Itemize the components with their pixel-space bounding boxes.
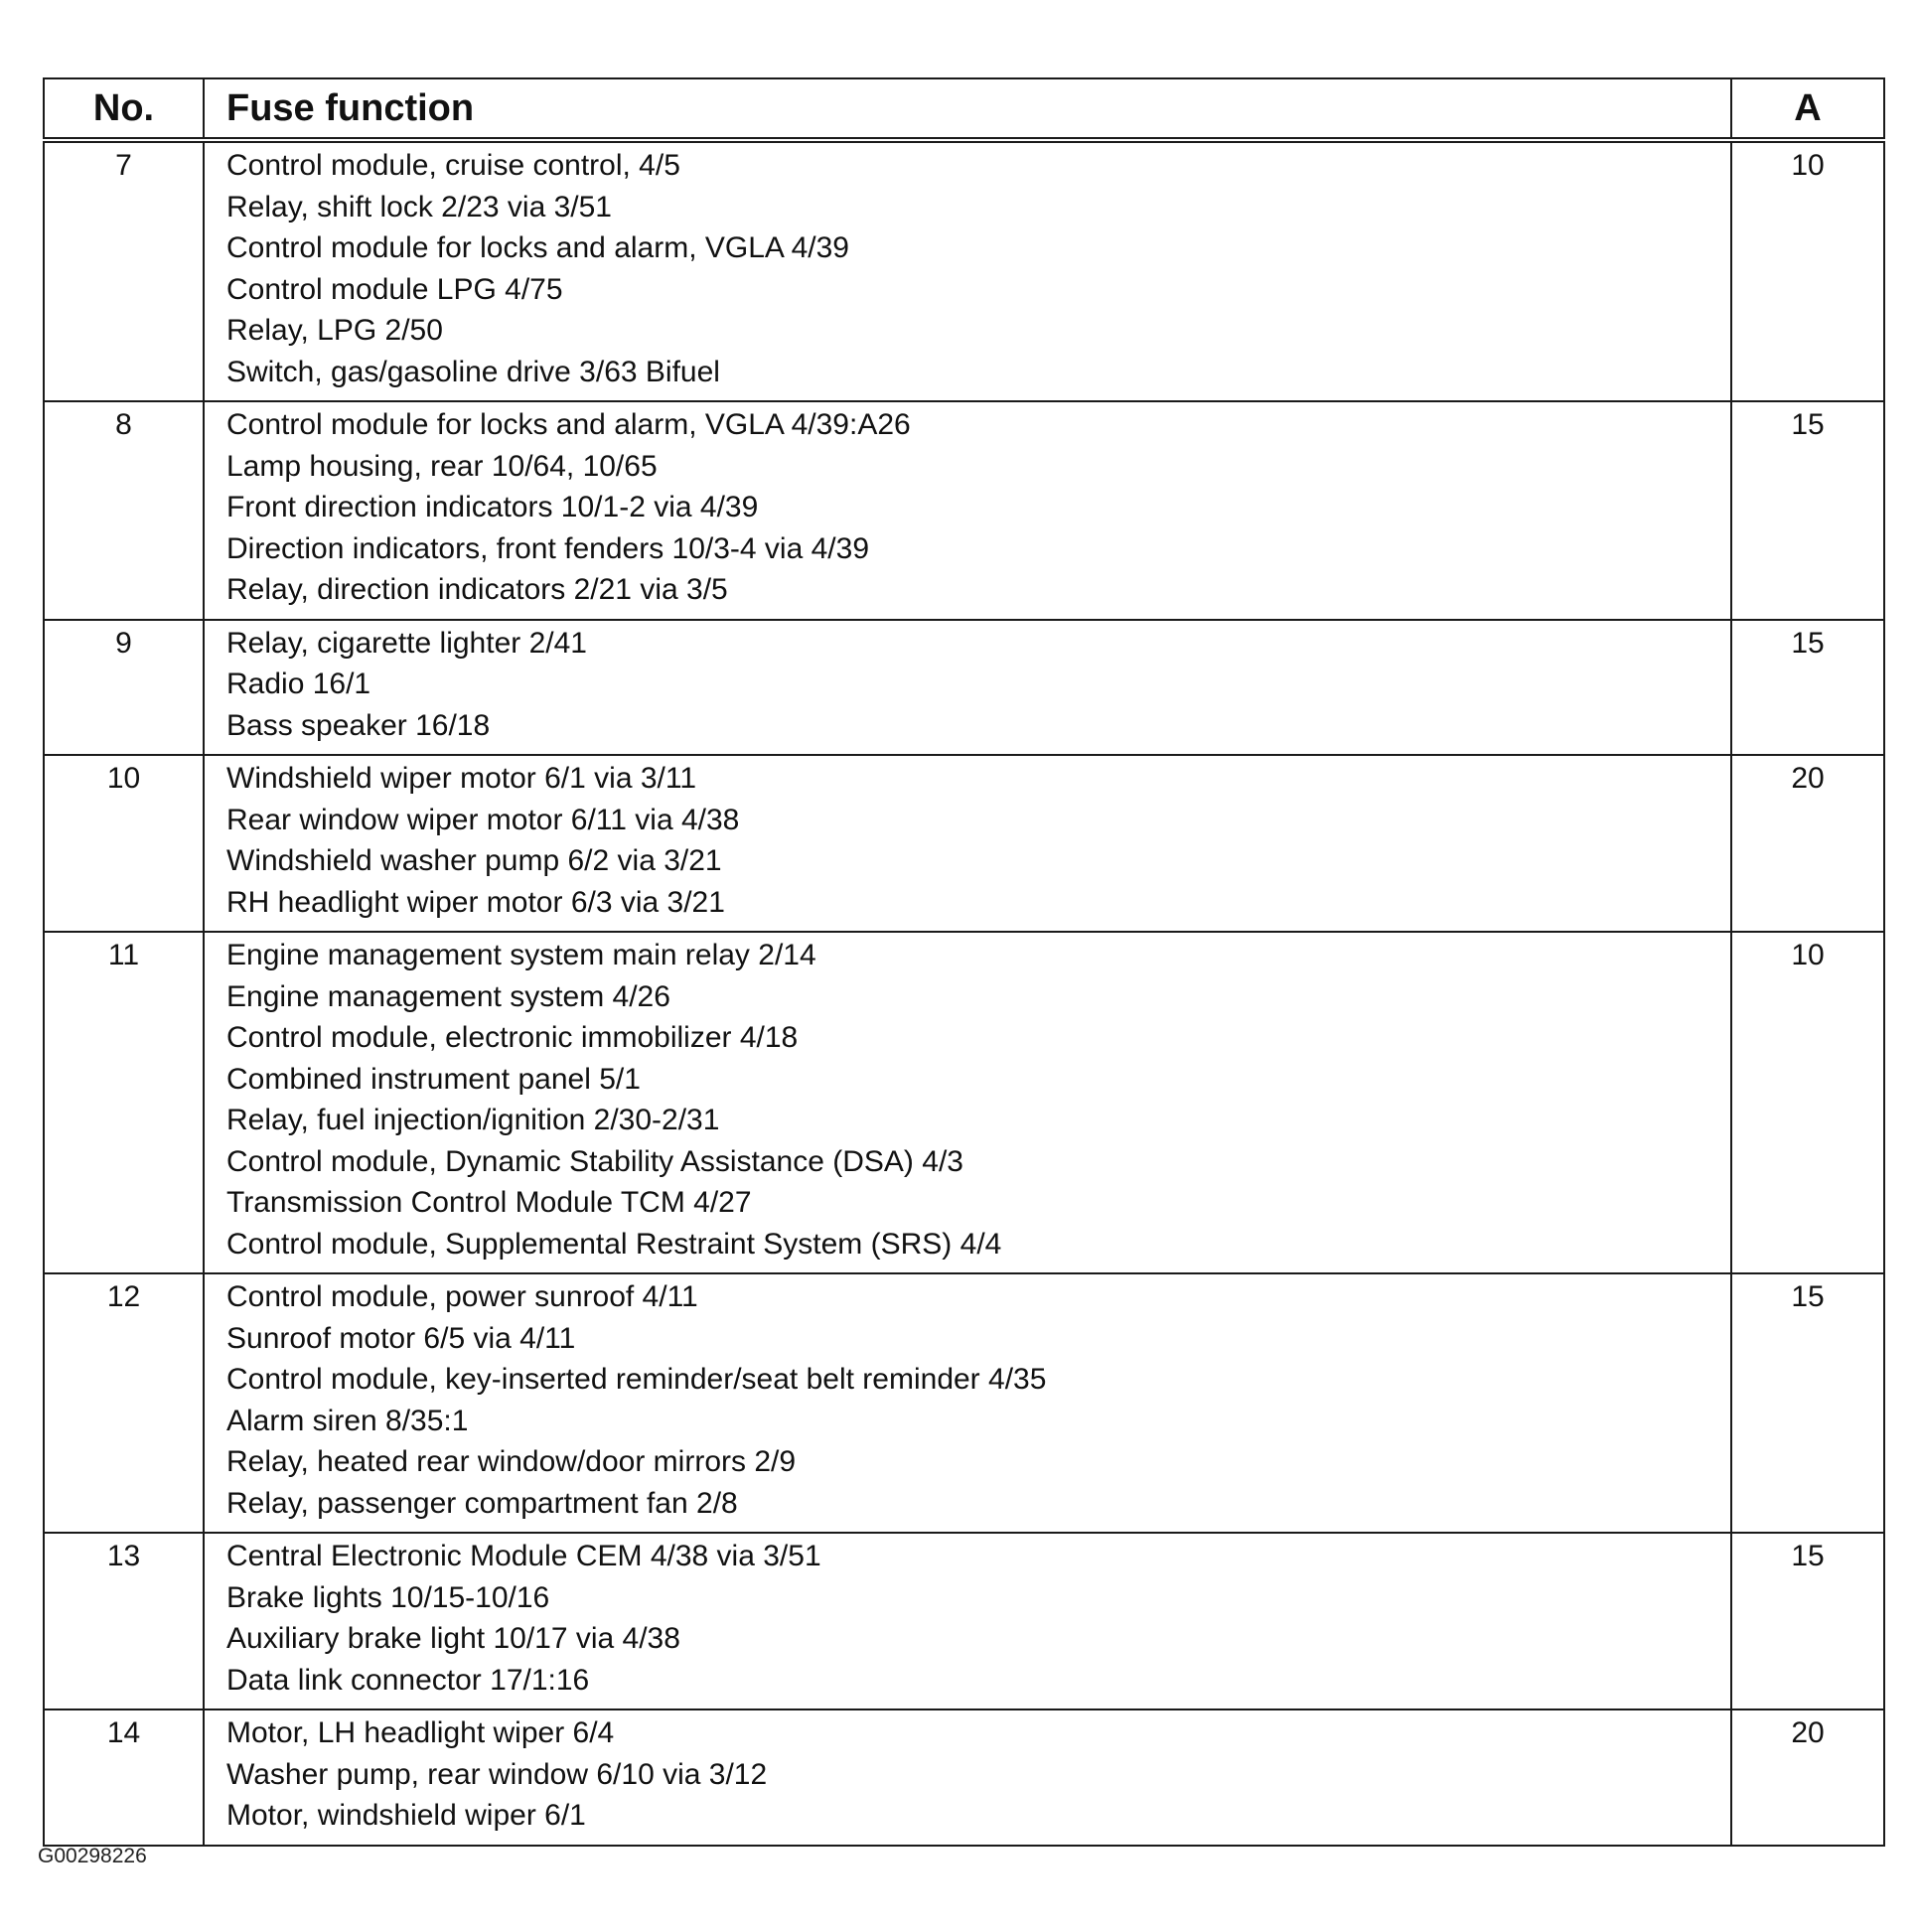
fuse-amperage: 20: [1731, 1709, 1884, 1846]
fuse-function-item: Lamp housing, rear 10/64, 10/65: [226, 449, 658, 483]
fuse-function-item: Engine management system 4/26: [226, 979, 670, 1013]
fuse-function-item: Control module LPG 4/75: [226, 272, 563, 306]
fuse-number: 12: [44, 1273, 204, 1533]
fuse-function-item: Windshield wiper motor 6/1 via 3/11: [226, 762, 696, 795]
fuse-function-item: Direction indicators, front fenders 10/3-4 via 4/39: [226, 531, 870, 565]
fuse-function-item: Washer pump, rear window 6/10 via 3/12: [226, 1757, 768, 1791]
table-row: [44, 620, 1884, 756]
figure-id: G00298226: [38, 1845, 147, 1867]
fuse-number: 11: [44, 932, 204, 1273]
column-header-no: No.: [44, 78, 204, 140]
table-row: [44, 1533, 1884, 1709]
fuse-amperage: 15: [1731, 401, 1884, 620]
fuse-function-item: Bass speaker 16/18: [226, 708, 491, 742]
fuse-function-item: Windshield washer pump 6/2 via 3/21: [226, 844, 722, 877]
fuse-function-item: Control module for locks and alarm, VGLA 4/39:A26: [226, 408, 911, 441]
fuse-number: 13: [44, 1533, 204, 1709]
fuse-function-item: Motor, LH headlight wiper 6/4: [226, 1716, 615, 1749]
fuse-function-list: [204, 140, 1731, 401]
header-row: [44, 78, 1884, 140]
fuse-table: [43, 77, 1885, 1847]
column-header-fuse-function: Fuse function: [204, 78, 1731, 140]
fuse-function-item: Alarm siren 8/35:1: [226, 1404, 469, 1437]
table-row: [44, 1273, 1884, 1533]
fuse-function-list: [204, 755, 1731, 932]
fuse-number: 8: [44, 401, 204, 620]
fuse-function-item: Brake lights 10/15-10/16: [226, 1580, 550, 1614]
fuse-function-list: [204, 1709, 1731, 1846]
fuse-function-item: Radio 16/1: [226, 668, 371, 700]
fuse-function-item: Combined instrument panel 5/1: [226, 1062, 641, 1096]
fuse-amperage: 15: [1731, 1273, 1884, 1533]
fuse-amperage: 15: [1731, 620, 1884, 756]
fuse-function-item: Rear window wiper motor 6/11 via 4/38: [226, 803, 740, 836]
fuse-number: 7: [44, 140, 204, 401]
fuse-amperage: 15: [1731, 1533, 1884, 1709]
fuse-amperage: 20: [1731, 755, 1884, 932]
fuse-function-item: Data link connector 17/1:16: [226, 1663, 590, 1697]
table-row: [44, 1709, 1884, 1846]
fuse-function-item: Sunroof motor 6/5 via 4/11: [226, 1321, 576, 1355]
fuse-function-item: Engine management system main relay 2/14: [226, 939, 816, 971]
fuse-function-item: Control module for locks and alarm, VGLA 4/39: [226, 231, 849, 264]
fuse-function-item: Central Electronic Module CEM 4/38 via 3/51: [226, 1540, 821, 1572]
table-row: [44, 932, 1884, 1273]
fuse-number: 9: [44, 620, 204, 756]
fuse-function-item: Auxiliary brake light 10/17 via 4/38: [226, 1622, 680, 1655]
fuse-number: 10: [44, 755, 204, 932]
fuse-function-item: Control module, cruise control, 4/5: [226, 149, 680, 182]
fuse-function-item: Relay, direction indicators 2/21 via 3/5: [226, 573, 728, 606]
fuse-function-list: [204, 620, 1731, 756]
fuse-function-item: Relay, shift lock 2/23 via 3/51: [226, 190, 612, 223]
column-header-amperage: A: [1731, 78, 1884, 140]
fuse-table-container: [43, 77, 1883, 1847]
fuse-function-item: Control module, Supplemental Restraint System (SRS) 4/4: [226, 1227, 1002, 1261]
fuse-function-item: Control module, power sunroof 4/11: [226, 1280, 698, 1313]
fuse-function-list: [204, 401, 1731, 620]
fuse-amperage: 10: [1731, 932, 1884, 1273]
table-row: [44, 140, 1884, 401]
fuse-function-item: Front direction indicators 10/1-2 via 4/39: [226, 491, 759, 523]
fuse-function-list: [204, 1273, 1731, 1533]
fuse-function-item: Control module, key-inserted reminder/seat belt reminder 4/35: [226, 1363, 1047, 1396]
fuse-function-item: Switch, gas/gasoline drive 3/63 Bifuel: [226, 355, 720, 388]
fuse-function-item: Relay, fuel injection/ignition 2/30-2/31: [226, 1104, 720, 1136]
fuse-table-body: [44, 140, 1884, 1846]
table-row: [44, 401, 1884, 620]
fuse-function-item: Control module, electronic immobilizer 4/18: [226, 1021, 799, 1054]
fuse-number: 14: [44, 1709, 204, 1846]
fuse-function-item: Relay, heated rear window/door mirrors 2/9: [226, 1445, 797, 1478]
fuse-function-item: Transmission Control Module TCM 4/27: [226, 1186, 752, 1219]
fuse-function-item: Motor, windshield wiper 6/1: [226, 1799, 586, 1832]
fuse-function-list: [204, 932, 1731, 1273]
table-row: [44, 755, 1884, 932]
fuse-function-item: Relay, cigarette lighter 2/41: [226, 626, 587, 660]
fuse-amperage: 10: [1731, 140, 1884, 401]
fuse-function-item: Control module, Dynamic Stability Assistance (DSA) 4/3: [226, 1144, 963, 1178]
fuse-function-item: Relay, passenger compartment fan 2/8: [226, 1486, 738, 1520]
fuse-function-item: Relay, LPG 2/50: [226, 314, 443, 347]
fuse-function-list: [204, 1533, 1731, 1709]
fuse-function-item: RH headlight wiper motor 6/3 via 3/21: [226, 885, 725, 919]
